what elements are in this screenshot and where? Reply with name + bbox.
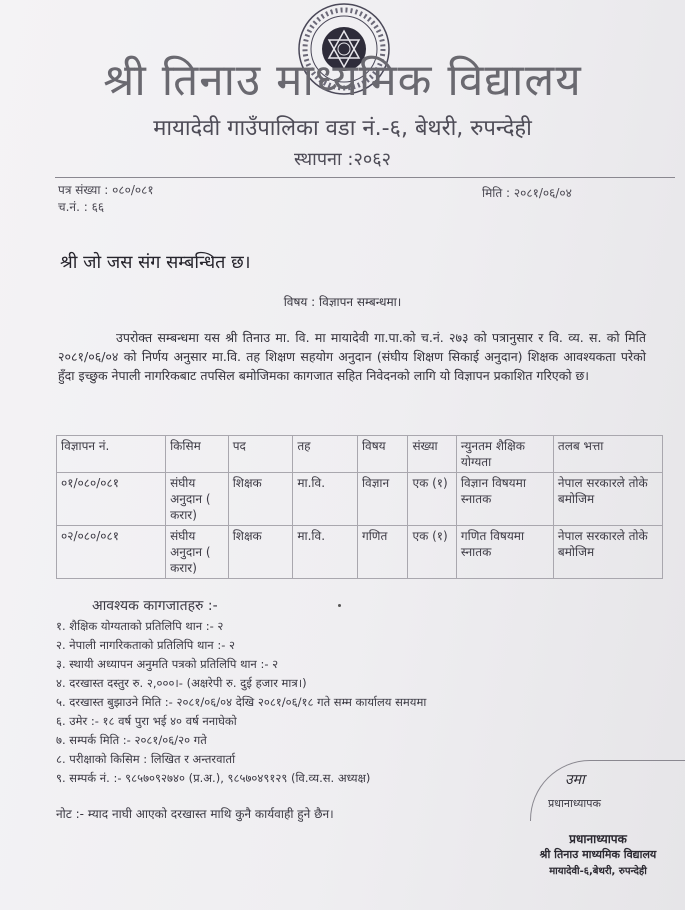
table-row [57, 473, 663, 526]
stamp-address: मायादेवी-६,बेथरी, रुपन्देही [549, 866, 647, 877]
table-cell: संघीय अनुदान ( करार) [166, 473, 229, 526]
header-subject: विषय [357, 436, 408, 473]
letterhead-divider [55, 177, 675, 178]
table-cell: संघीय अनुदान ( करार) [166, 526, 229, 579]
salutation: श्री जो जस संग सम्बन्धित छ। [60, 252, 251, 273]
table-row [57, 526, 663, 579]
list-item: ६. उमेर :- १८ वर्ष पुरा भई ४० वर्ष ननाघेको [56, 714, 237, 728]
table-cell: गणित [357, 526, 408, 579]
table-cell: नेपाल सरकारले तोके बमोजिम [553, 473, 662, 526]
list-item: ८. परीक्षाको किसिम : लिखित र अन्तरवार्ता [56, 752, 236, 766]
table-cell: गणित विषयमा स्नातक [456, 526, 553, 579]
header-post: पद [228, 436, 293, 473]
establishment-year: स्थापना :२०६२ [294, 149, 391, 170]
table-cell: ०१/०८०/०८१ [57, 473, 166, 526]
vacancy-table [56, 435, 663, 579]
table-cell: ०२/०८०/०८१ [57, 526, 166, 579]
list-item: ४. दरखास्त दस्तुर रु. २,०००।- (अक्षरेपी रु. दुई हजार मात्र।) [56, 676, 307, 690]
school-address: मायादेवी गाउँपालिका वडा नं.-६, बेथरी, रुपन्देही [153, 116, 532, 141]
stamp-school: श्री तिनाउ माध्यमिक विद्यालय [539, 848, 657, 861]
school-name: श्री तिनाउ माध्यमिक विद्यालय [103, 55, 582, 106]
documents-list [56, 617, 426, 788]
letter-date: मिति : २०८१/०६/०४ [482, 186, 572, 200]
table-cell: मा.वि. [293, 526, 358, 579]
signature-title: प्रधानाध्यापक [548, 797, 601, 810]
header-qualification: न्युनतम शैक्षिक योग्यता [456, 436, 553, 473]
note-line: नोट :- म्याद नाघी आएको दरखास्त माथि कुनै कार्यवाही हुने छैन। [56, 807, 334, 821]
table-cell: विज्ञान [357, 473, 408, 526]
signature-flourish [530, 760, 685, 821]
list-item: १. शैक्षिक योग्यताको प्रतिलिपि थान :- २ [56, 619, 224, 633]
handwritten-signature: उमा [565, 772, 585, 788]
table-header-row [57, 436, 663, 473]
list-item: ३. स्थायी अध्यापन अनुमति पत्रको प्रतिलिपि थान :- २ [56, 657, 279, 671]
header-level: तह [293, 436, 358, 473]
header-ad-no: विज्ञापन नं. [57, 436, 166, 473]
table-cell: विज्ञान विषयमा स्नातक [456, 473, 553, 526]
table-cell: एक (१) [408, 526, 456, 579]
header-salary: तलब भत्ता [553, 436, 662, 473]
table-cell: शिक्षक [228, 473, 293, 526]
subject-line: विषय : विज्ञापन सम्बन्धमा। [283, 295, 402, 309]
body-paragraph: उपरोक्त सम्बन्धमा यस श्री तिनाउ मा. वि. मा मायादेवी गा.पा.को च.नं. २७३ को पत्रानुसार र वि. व्य. स. को मिति २०८१/०६/०४ को निर्णय अनुसार मा.वि. तह शिक्षण सहयोग अनुदान (संघीय शिक्षण सिकाई अनुदान) शिक्षक आवश्यकता परेको हुँदा इच्छुक नेपाली नागरिकबाट तपसिल बमोजिमका कागजात सहित निवेदनको लागि यो विज्ञापन प्रकाशित गरिएको छ। [58, 330, 646, 383]
reference-number: पत्र संख्या : ०८०/०८१ [58, 183, 154, 197]
documents-heading: आवश्यक कागजातहरु :- [92, 598, 218, 614]
list-item: २. नेपाली नागरिकताको प्रतिलिपि थान :- २ [56, 638, 236, 652]
stamp-title: प्रधानाध्यापक [569, 832, 627, 846]
table-cell: मा.वि. [293, 473, 358, 526]
list-item: ५. दरखास्त बुझाउने मिति :- २०८१/०६/०४ देखि २०८१/०६/१८ गते सम्म कार्यालय समयमा [56, 695, 427, 709]
table-cell: नेपाल सरकारले तोके बमोजिम [553, 526, 662, 579]
ink-speck [338, 604, 341, 607]
list-item: ७. सम्पर्क मिति :- २०८१/०६/२० गते [56, 733, 207, 747]
header-type: किसिम [166, 436, 229, 473]
list-item: ९. सम्पर्क नं. :- ९८५७०९२७४० (प्र.अ.), ९८५७०४९१२९ (वि.व्य.स. अध्यक्ष) [56, 771, 371, 785]
table-cell: शिक्षक [228, 526, 293, 579]
header-count: संख्या [408, 436, 456, 473]
table-cell: एक (१) [408, 473, 456, 526]
dispatch-number: च.नं. : ६६ [58, 200, 105, 214]
